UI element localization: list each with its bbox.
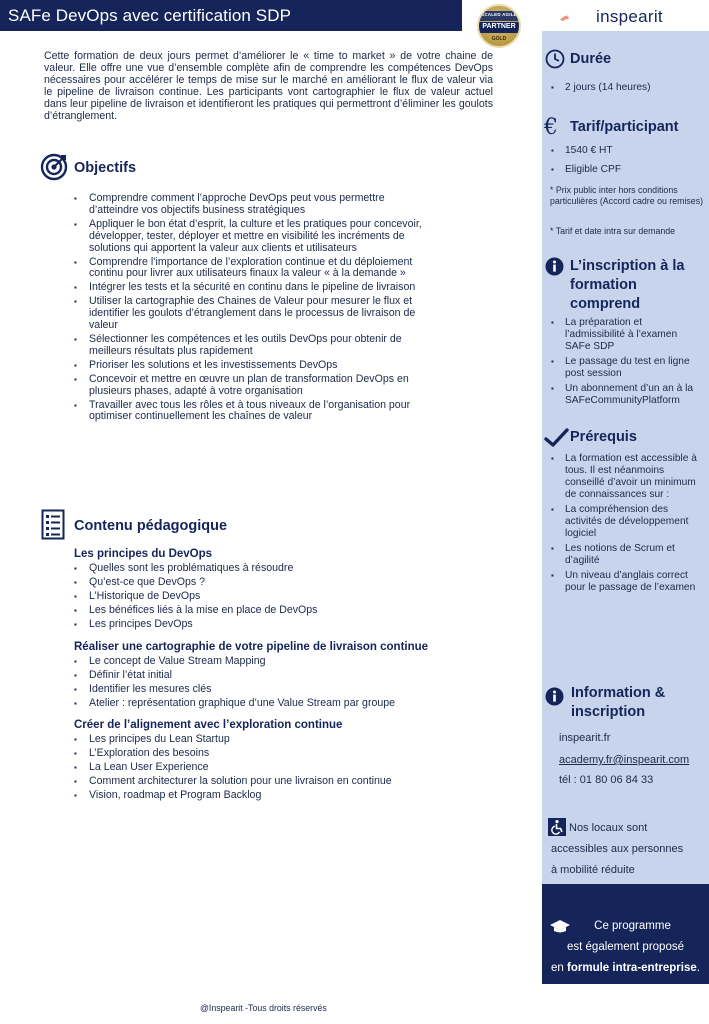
list-item: ▪ Définir l’état initial — [72, 669, 472, 683]
contenu-section-title: Réaliser une cartographie de votre pipeline de livraison continue — [74, 641, 429, 653]
objectifs-heading: Objectifs — [74, 160, 137, 176]
clock-icon — [545, 49, 565, 69]
prerequis-heading: Prérequis — [570, 429, 637, 445]
website-link[interactable]: inspearit.fr — [559, 732, 611, 744]
promo-line3-strong: formule intra-entreprise — [567, 962, 697, 974]
list-item: ▪ La Lean User Experience — [72, 761, 472, 775]
contenu-heading: Contenu pédagogique — [74, 518, 228, 534]
information-heading: Information & inscription — [571, 685, 666, 720]
objectifs-list — [72, 193, 432, 425]
contenu-section-list — [72, 562, 472, 632]
info-icon — [545, 687, 564, 706]
list-item: ▪ Identifier les mesures clés — [72, 683, 472, 697]
list-item: ▪ La préparation et l’admissibilité à l’examen SAFe SDP — [550, 317, 700, 353]
badge-line3: GOLD — [491, 36, 507, 42]
intro-paragraph: Cette formation de deux jours permet d’améliorer le « time to market » de votre chaine de valeur. Elle offre une vue d’ensemble complète afin de comprendre les compétences DevOps nécessaires pour accélérer le temps de mise sur le marché en améliorant le flux de valeur via le pipeline de livraison continue. Les participants vont cartographier le flux de valeur actuel dans leur pipeline de livraison et identifieront les pratiques qui permettront d’éliminer les goulots d’étranglement. — [44, 50, 493, 123]
promo-line2: est également proposé — [567, 941, 684, 953]
promo-text — [542, 884, 709, 979]
list-item: ▪ L’Exploration des besoins — [72, 747, 472, 761]
contenu-section-list — [72, 733, 472, 803]
list-item: ▪ Comment architecturer la solution pour une livraison en continue — [72, 775, 472, 789]
tarif-heading: Tarif/participant — [570, 119, 679, 135]
list-item: ▪ Les notions de Scrum et d’agilité — [550, 543, 702, 567]
list-item: ▪ La compréhension des activités de développement logiciel — [550, 504, 702, 540]
contenu-section-title: Les principes du DevOps — [74, 548, 213, 560]
list-item: ▪ Appliquer le bon état d’esprit, la culture et les pratiques pour concevoir, développer, tester, déployer et mettre en visibilité les incréments de solutions qui apportent la valeur aux clients et utilisateurs — [72, 219, 432, 255]
wheelchair-icon — [548, 818, 566, 836]
inscription-list — [550, 317, 700, 410]
accessibility-line3: à mobilité réduite — [551, 864, 635, 876]
list-item: ▪ Travailler avec tous les rôles et à tous niveaux de l’organisation pour optimiser continuellement les chaînes de valeur — [72, 400, 432, 424]
phone-number: tél : 01 80 06 84 33 — [559, 774, 654, 786]
list-item: ▪ Atelier : représentation graphique d’une Value Stream par groupe — [72, 697, 472, 711]
tarif-note: * Prix public inter hors conditions particulières (Accord cadre ou remises) — [550, 185, 704, 206]
badge-line1: SCALED AGILE — [481, 12, 517, 17]
badge-line2: PARTNER — [482, 23, 516, 30]
list-item: ▪ Les principes du Lean Startup — [72, 733, 472, 747]
list-item: ▪ Un abonnement d’un an à la SAFeCommunityPlatform — [550, 383, 700, 407]
promo-line1: Ce programme — [594, 920, 671, 932]
accessibility-line1: Nos locaux sont — [569, 822, 648, 834]
list-item: ▪ La formation est accessible à tous. Il est néanmoins conseillé d’avoir un minimum de connaissances sur : — [550, 453, 702, 501]
target-icon — [40, 153, 68, 181]
partner-gold-badge — [477, 4, 521, 48]
list-item: ▪ Qu’est-ce que DevOps ? — [72, 576, 472, 590]
list-item: ▪ Eligible CPF — [550, 164, 700, 176]
list-item: ▪ Concevoir et mettre en œuvre un plan de transformation DevOps en plusieurs phases, adapté à votre organisation — [72, 374, 432, 398]
list-item: ▪ Les principes DevOps — [72, 618, 472, 632]
list-item: ▪ Quelles sont les problématiques à résoudre — [72, 562, 472, 576]
list-item: ▪ L’Historique de DevOps — [72, 590, 472, 604]
list-item: ▪ 1540 € HT — [550, 145, 700, 157]
tarif-note: * Tarif et date intra sur demande — [550, 226, 676, 236]
list-item: ▪ Intégrer les tests et la sécurité en continu dans le pipeline de livraison — [72, 282, 432, 294]
accessibility-line2: accessibles aux personnes — [551, 843, 684, 855]
inspearit-logo-icon — [560, 6, 594, 30]
list-item: ▪ Les bénéfices liés à la mise en place de DevOps — [72, 604, 472, 618]
info-icon — [545, 257, 564, 276]
contenu-section-list — [72, 655, 472, 711]
list-item: ▪ Comprendre comment l’approche DevOps peut vous permettre d’atteindre vos objectifs business stratégiques — [72, 193, 432, 217]
list-item: ▪ Sélectionner les compétences et les outils DevOps pour obtenir de meilleurs résultats plus rapidement — [72, 334, 432, 358]
document-title: SAFe DevOps avec certification SDP — [0, 0, 462, 31]
duree-list — [550, 82, 700, 97]
checkmark-icon — [544, 428, 569, 448]
inscription-heading: L’inscription à la formation comprend — [570, 258, 685, 312]
sidebar — [542, 31, 709, 884]
list-item: ▪ Utiliser la cartographie des Chaines de Valeur pour mesurer le flux et identifier les goulots d’étranglement dans le processus de livraison de valeur — [72, 296, 432, 332]
euro-icon: € — [544, 115, 558, 140]
list-item: ▪ Comprendre l’importance de l’exploration continue et du déploiement continu pour livrer aux utilisateurs finaux la valeur « à la demande » — [72, 257, 432, 281]
copyright-footer: @Inspearit -Tous droits réservés — [200, 1003, 327, 1013]
list-item: ▪ 2 jours (14 heures) — [550, 82, 700, 94]
list-item: ▪ Vision, roadmap et Program Backlog — [72, 789, 472, 803]
list-item: ▪ Le passage du test en ligne post session — [550, 356, 700, 380]
list-item: ▪ Le concept de Value Stream Mapping — [72, 655, 472, 669]
prerequis-list — [550, 453, 702, 597]
tarif-list — [550, 145, 700, 179]
promo-line3-suffix: . — [696, 962, 700, 974]
contenu-section-title: Créer de l’alignement avec l’exploration continue — [74, 719, 343, 731]
intra-promo-box — [542, 884, 709, 984]
list-item: ▪ Prioriser les solutions et les investissements DevOps — [72, 360, 432, 372]
promo-line3-prefix: en — [551, 962, 568, 974]
list-item: ▪ Un niveau d’anglais correct pour le passage de l’examen — [550, 570, 702, 594]
checklist-icon — [41, 509, 65, 540]
duree-heading: Durée — [570, 51, 612, 67]
brand-name: inspearit — [596, 7, 663, 26]
email-link[interactable]: academy.fr@inspearit.com — [559, 754, 690, 766]
